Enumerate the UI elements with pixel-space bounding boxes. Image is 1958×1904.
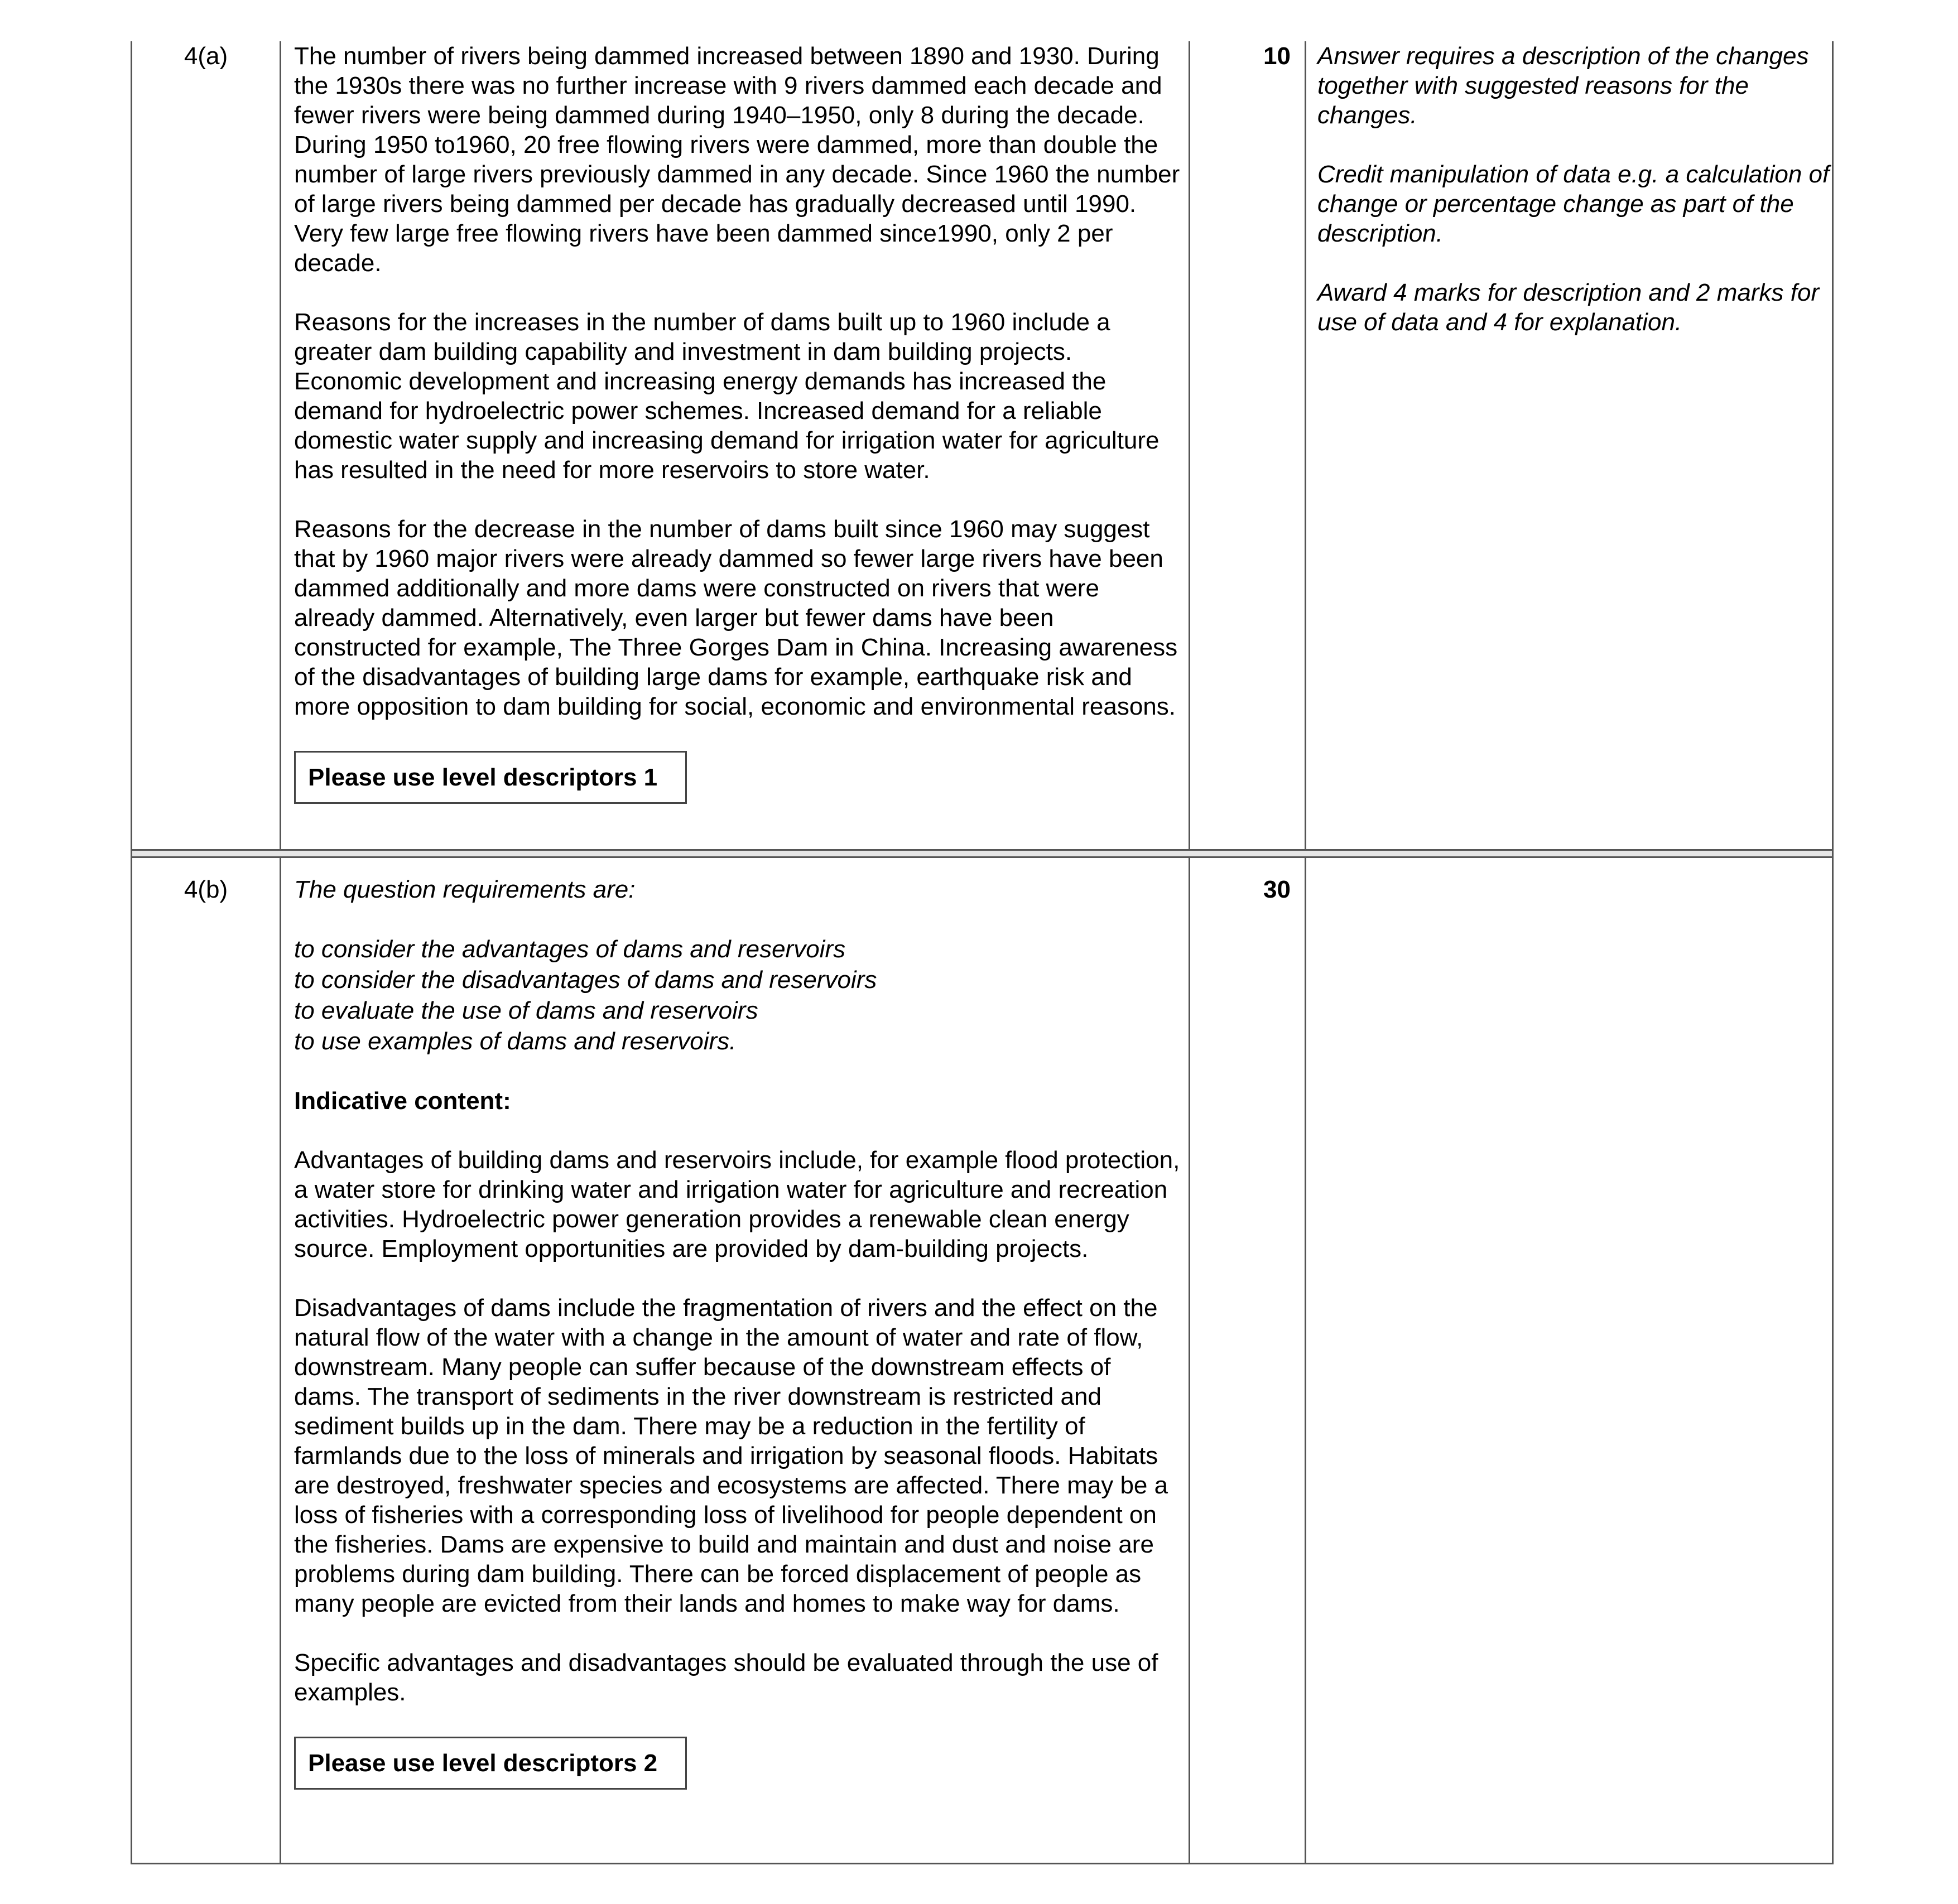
- content-paragraph: Disadvantages of dams include the fragmentation of rivers and the effect on the natural flow of the water with a change in the amount of water and rate of flow, downstream. Many people can suffer because of the downstream effects of dams. The transport of sediments in the river downstream is restricted and sediment builds up in the dam. There may be a reduction in the fertility of farmlands due to the loss of minerals and irrigation by seasonal floods. Habitats are destroyed, freshwater species and ecosystems are affected. There may be a loss of fisheries with a corresponding loss of livelihood for people dependent on the fisheries. Dams are expensive to build and maintain and dust and noise are problems during dam building. There can be forced displacement of people as many people are evicted from their lands and homes to make way for dams.: [294, 1294, 1168, 1617]
- marks-value: 10: [1263, 42, 1291, 70]
- table-row-4b: [131, 856, 1834, 1864]
- content-paragraph: Specific advantages and disadvantages should be evaluated through the use of examples.: [294, 1649, 1158, 1706]
- answer-cell: [294, 41, 1181, 804]
- question-number: 4(b): [184, 876, 228, 903]
- column-divider: [1189, 41, 1190, 849]
- row-separator: [131, 851, 1834, 856]
- level-descriptor-box: Please use level descriptors 2: [294, 1737, 687, 1790]
- answer-paragraph: The number of rivers being dammed increased between 1890 and 1930. During the 1930s there was no further increase with 9 rivers dammed each decade and fewer rivers were being dammed during 1940–1950, only 8 during the decade. During 1950 to1960, 20 free flowing rivers were dammed, more than double the number of large rivers previously dammed in any decade. Since 1960 the number of large rivers being dammed per decade has gradually decreased until 1990. Very few large free flowing rivers have been dammed since1990, only 2 per decade.: [294, 42, 1180, 277]
- content-paragraph: Advantages of building dams and reservoirs include, for example flood protection, a water store for drinking water and irrigation water for agriculture and recreation activities. Hydroelectric power generation provides a renewable clean energy source. Employment opportunities are provided by dam-building projects.: [294, 1146, 1180, 1262]
- column-divider: [280, 858, 281, 1863]
- table-row-4a: [131, 41, 1834, 851]
- question-number: 4(a): [184, 42, 228, 70]
- column-divider: [1305, 41, 1306, 849]
- level-descriptor-box: Please use level descriptors 1: [294, 751, 687, 804]
- list-item: to consider the advantages of dams and reservoirs: [294, 936, 846, 963]
- mark-scheme-table: [131, 41, 1834, 1864]
- list-item: to use examples of dams and reservoirs.: [294, 1028, 737, 1055]
- indicative-heading: Indicative content:: [294, 1087, 511, 1115]
- guidance-paragraph: Award 4 marks for description and 2 marks for use of data and 4 for explanation.: [1317, 279, 1820, 336]
- column-divider: [1189, 858, 1190, 1863]
- requirements-list: [294, 934, 1181, 1057]
- guidance-paragraph: Answer requires a description of the changes together with suggested reasons for the changes.: [1317, 42, 1809, 129]
- marks-value: 30: [1263, 876, 1291, 903]
- requirements-intro: The question requirements are:: [294, 876, 636, 903]
- guidance-paragraph: Credit manipulation of data e.g. a calculation of change or percentage change as part of the description.: [1317, 161, 1830, 247]
- answer-paragraph: Reasons for the increases in the number of dams built up to 1960 include a greater dam building capability and investment in dam building projects. Economic development and increasing energy demands has increased the demand for hydroelectric power schemes. Increased demand for a reliable domestic water supply and increasing demand for irrigation water for agriculture has resulted in the need for more reservoirs to store water.: [294, 309, 1160, 484]
- list-item: to consider the disadvantages of dams and reservoirs: [294, 966, 877, 994]
- column-divider: [1305, 858, 1306, 1863]
- guidance-cell: [1317, 41, 1831, 367]
- column-divider: [280, 41, 281, 849]
- answer-paragraph: Reasons for the decrease in the number of dams built since 1960 may suggest that by 1960 major rivers were already dammed so fewer large rivers have been dammed additionally and more dams were constructed on rivers that were already dammed. Alternatively, even larger but fewer dams have been constructed for example, The Three Gorges Dam in China. Increasing awareness of the disadvantages of building large dams for example, earthquake risk and more opposition to dam building for social, economic and environmental reasons.: [294, 515, 1178, 720]
- list-item: to evaluate the use of dams and reservoirs: [294, 997, 758, 1024]
- answer-cell: [294, 875, 1181, 1790]
